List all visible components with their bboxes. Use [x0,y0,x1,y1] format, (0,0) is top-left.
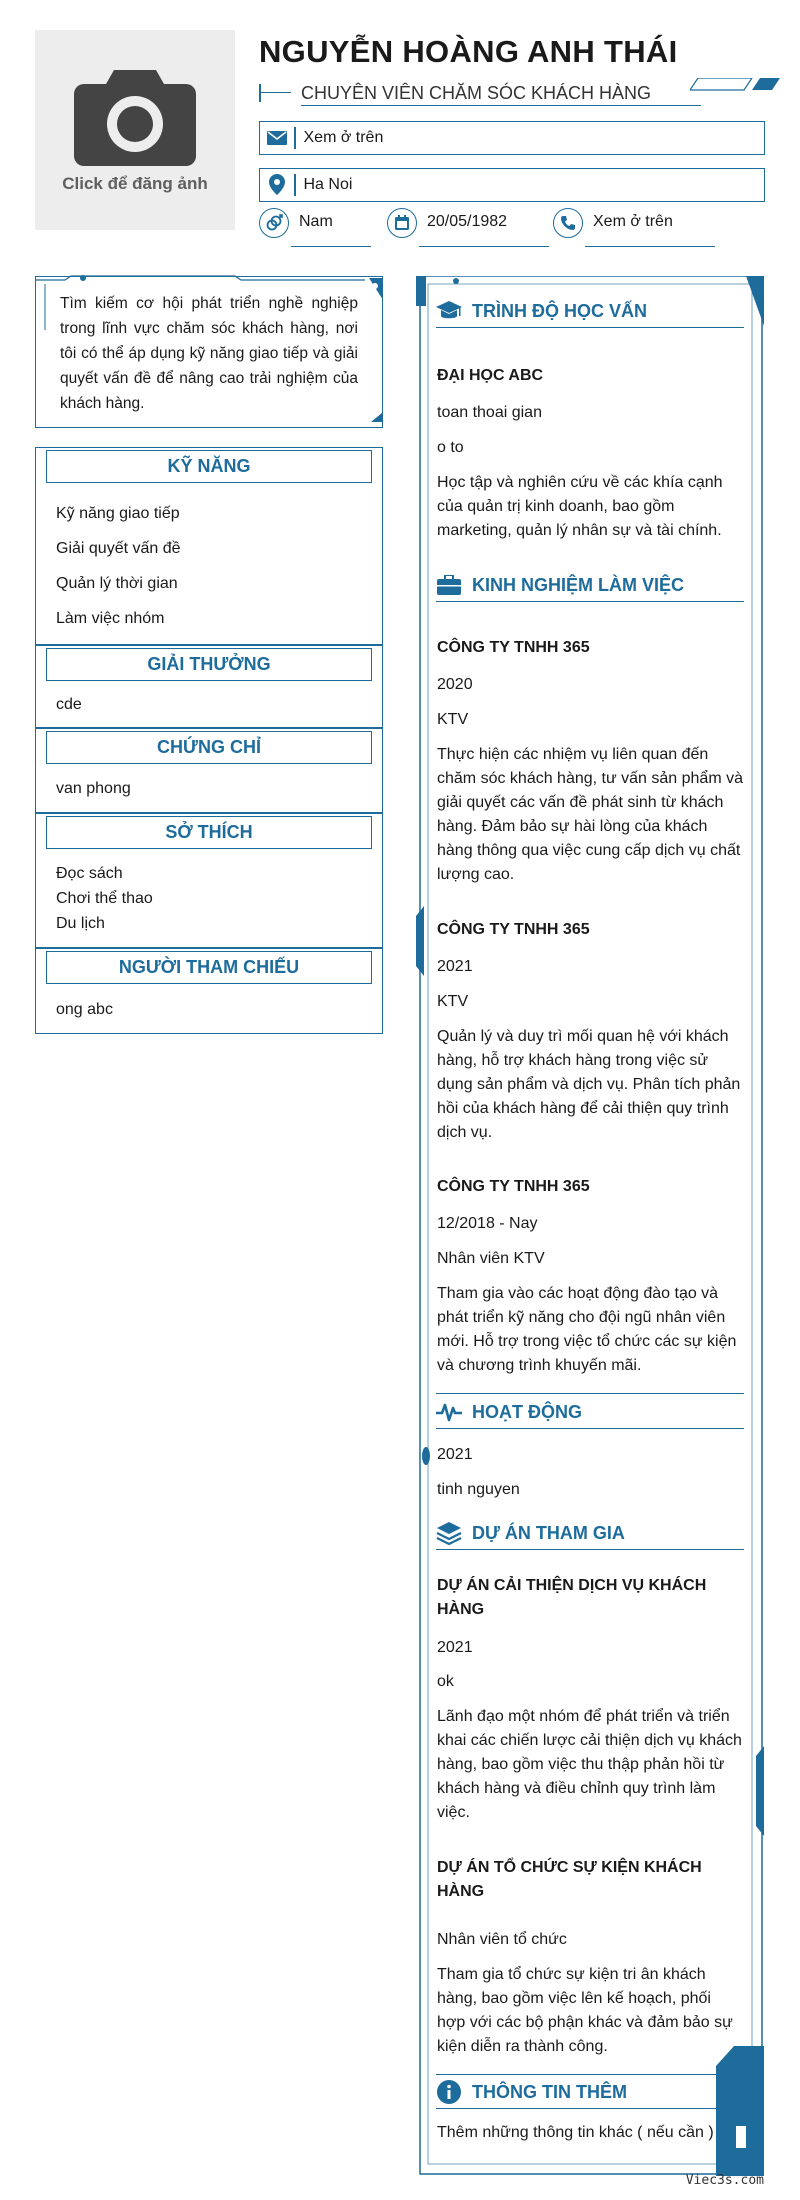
gender-value: Nam [299,213,333,230]
skill-item: Quản lý thời gian [56,575,178,592]
info-icon [437,2080,461,2104]
education-heading: TRÌNH ĐỘ HỌC VẤN [472,301,647,321]
project-name: DỰ ÁN TỔ CHỨC SỰ KIỆN KHÁCH HÀNG [437,1859,702,1900]
activities-heading: HOẠT ĐỘNG [472,1402,582,1422]
phone-icon [560,215,576,231]
additional-header [436,2079,744,2109]
objective-deco [35,270,383,430]
candidate-name: NGUYỄN HOÀNG ANH THÁI [259,34,678,69]
experience-company: CÔNG TY TNHH 365 [437,639,590,656]
project-description: Tham gia tổ chức sự kiện tri ân khách hàng, bao gồm việc lên kế hoạch, phối hợp với các bộ phận khác và đảm bảo sự kiện diễn ra thành công. [437,1966,733,2055]
skills-heading: KỸ NĂNG [46,450,372,483]
photo-upload[interactable] [35,30,235,230]
experience-header [436,572,744,602]
experience-time: 2021 [437,958,473,975]
skill-item: Làm việc nhóm [56,610,165,627]
birthday-value: 20/05/1982 [427,213,508,230]
awards-section [35,645,383,728]
gender-icon [265,214,283,232]
skill-item: Giải quyết vấn đề [56,540,181,557]
experience-heading: KINH NGHIỆM LÀM VIỆC [472,575,685,595]
job-title: CHUYÊN VIÊN CHĂM SÓC KHÁCH HÀNG [301,83,652,103]
education-header [436,298,744,328]
envelope-icon [267,131,287,145]
projects-header [436,1520,744,1550]
skill-item: Kỹ năng giao tiếp [56,505,180,522]
address-field[interactable] [259,168,765,202]
experience-position: KTV [437,711,469,728]
activity-name: tinh nguyen [437,1481,520,1498]
section-divider [436,2074,744,2075]
certificates-section [35,728,383,813]
experience-description: Quản lý và duy trì mối quan hệ với khách hàng, hỗ trợ khách hàng trong việc sử dụng sản phẩm và dịch vụ. Phân tích phản hồi của khách hàng để cải thiện quy trình dịch vụ. [437,1028,741,1141]
hobby-item: Đọc sách [56,865,123,882]
photo-upload-label: Click để đăng ảnh [62,174,208,193]
experience-description: Tham gia vào các hoạt động đào tạo và phát triển kỹ năng cho đội ngũ nhân viên mới. Hỗ trợ trong việc tổ chức các sự kiện và chương trình khuyến mãi. [437,1285,737,1374]
education-time: toan thoai gian [437,404,542,421]
job-title-row [259,80,769,108]
skills-section [35,447,383,645]
email-field[interactable] [259,121,765,155]
references-heading: NGƯỜI THAM CHIẾU [46,951,372,984]
education-description: Học tập và nghiên cứu về các khía cạnh của quản trị kinh doanh, bao gồm marketing, quản lý nhân sự và tài chính. [437,474,723,539]
project-role: Nhân viên tổ chức [437,1931,567,1948]
calendar-icon [394,215,410,231]
hobbies-section [35,813,383,948]
graduation-cap-icon [436,300,462,322]
award-item: cde [56,696,82,713]
experience-description: Thực hiện các nhiệm vụ liên quan đến chăm sóc khách hàng, tư vấn sản phẩm và giải quyết các vấn đề phát sinh từ khách hàng. Đảm bảo sự hài lòng của khách hàng thông qua việc cung cấp dịch vụ chất lượng cao. [437,746,743,883]
project-role: ok [437,1673,454,1690]
certificates-heading: CHỨNG CHỈ [46,731,372,764]
pulse-icon [436,1402,462,1422]
experience-time: 12/2018 - Nay [437,1215,538,1232]
hobby-item: Chơi thể thao [56,890,153,907]
email-value: Xem ở trên [303,129,384,146]
footer-brand: Viec3s.com [685,2173,764,2188]
project-time: 2021 [437,1639,473,1656]
project-description: Lãnh đạo một nhóm để phát triển và triển khai các chiến lược cải thiện dịch vụ khách hàng, bao gồm việc thu thập phản hồi từ khách hàng và điều chỉnh quy trình làm việc. [437,1708,742,1821]
activity-time: 2021 [437,1446,473,1463]
certificate-item: van phong [56,780,131,797]
camera-icon [74,66,196,166]
layers-icon [436,1521,462,1545]
address-value: Ha Noi [303,176,353,193]
additional-text: Thêm những thông tin khác ( nếu cần ) [437,2124,714,2141]
briefcase-icon [437,575,461,595]
experience-time: 2020 [437,676,473,693]
activities-header [436,1399,744,1429]
experience-position: Nhân viên KTV [437,1250,545,1267]
experience-position: KTV [437,993,469,1010]
education-major: o to [437,439,464,456]
references-section [35,948,383,1034]
additional-heading: THÔNG TIN THÊM [472,2082,627,2102]
hobby-item: Du lịch [56,915,105,932]
phone-value: Xem ở trên [593,213,673,230]
section-divider [436,1393,744,1394]
experience-company: CÔNG TY TNHH 365 [437,921,590,938]
experience-company: CÔNG TY TNHH 365 [437,1178,590,1195]
career-objective-text: Tìm kiếm cơ hội phát triển nghề nghiệp trong lĩnh vực chăm sóc khách hàng, nơi tôi có thể áp dụng kỹ năng giao tiếp và giải quyết vấn đề để nâng cao trải nghiệm của khách hàng. [60,295,358,412]
awards-heading: GIẢI THƯỞNG [46,648,372,681]
location-icon [268,174,286,196]
reference-item: ong abc [56,1001,113,1018]
hobbies-heading: SỞ THÍCH [46,816,372,849]
project-name: DỰ ÁN CẢI THIỆN DỊCH VỤ KHÁCH HÀNG [437,1577,707,1618]
education-school: ĐẠI HỌC ABC [437,367,544,384]
projects-heading: DỰ ÁN THAM GIA [472,1523,625,1543]
